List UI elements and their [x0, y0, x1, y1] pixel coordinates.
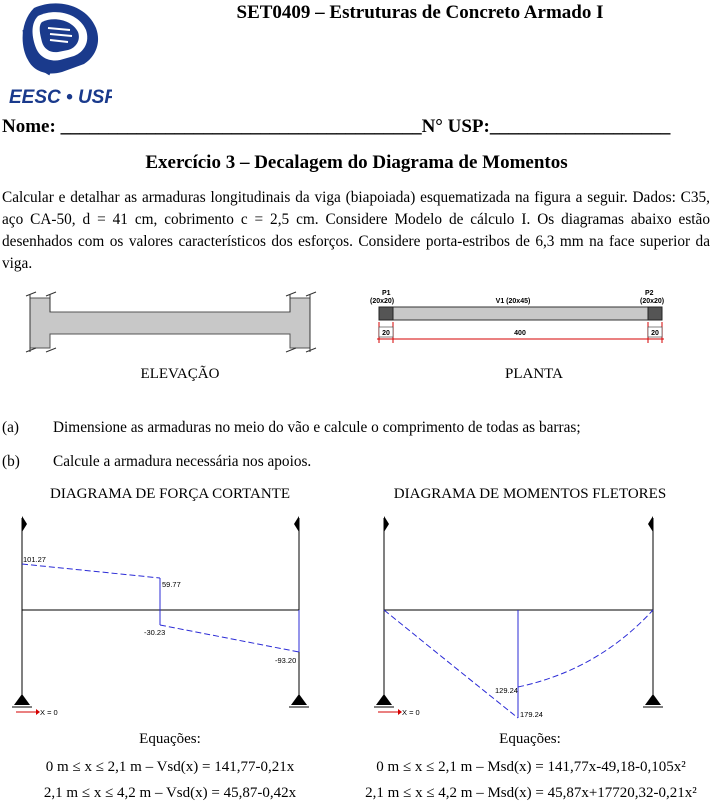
elevation-caption: ELEVAÇÃO — [140, 366, 220, 382]
question-b-text: Calcule a armadura necessária nos apoios. — [53, 453, 312, 470]
question-a-text: Dimensione as armaduras no meio do vão e calcule o comprimento de todas as barras; — [53, 419, 581, 436]
question-a-label: (a) — [2, 419, 19, 436]
shear-diagram-title: DIAGRAMA DE FORÇA CORTANTE — [50, 486, 290, 502]
shear-value-1: 101.27 — [23, 555, 46, 564]
shear-value-3: -30.23 — [144, 628, 166, 637]
moment-equations-title: Equações: — [499, 731, 561, 747]
elevation-figure — [20, 290, 320, 356]
shear-x-marker: X = 0 — [40, 708, 58, 717]
shear-equation-1: 0 m ≤ x ≤ 2,1 m – Vsd(x) = 141,77-0,21x — [45, 759, 295, 775]
dim-left: 20 — [382, 330, 390, 337]
shear-equation-2: 2,1 m ≤ x ≤ 4,2 m – Vsd(x) = 45,87-0,42x — [43, 785, 297, 801]
dim-mid: 400 — [514, 330, 526, 337]
p2-dim: (20x20) — [640, 298, 665, 305]
p2-label: P2 — [645, 290, 654, 297]
helmet-logo-icon — [4, 0, 112, 108]
beam-label: V1 (20x45) — [495, 298, 531, 305]
question-a — [2, 419, 702, 441]
question-b — [2, 453, 702, 475]
usp-blank[interactable]: ___________________ — [489, 116, 671, 137]
nome-label: Nome: — [2, 116, 56, 137]
moment-x-marker: X = 0 — [402, 708, 420, 717]
usp-label: N° USP: — [421, 116, 490, 137]
moment-equation-2: 2,1 m ≤ x ≤ 4,2 m – Msd(x) = 45,87x+17720,32-0,21x² — [365, 785, 697, 801]
plan-caption: PLANTA — [505, 366, 563, 382]
shear-diagram — [10, 510, 330, 720]
moment-diagram — [368, 510, 688, 720]
moment-equation-1: 0 m ≤ x ≤ 2,1 m – Msd(x) = 141,77x-49,18-0,105x² — [376, 759, 686, 775]
logo-text: EESC • USP — [9, 87, 112, 108]
eesc-usp-logo — [4, 0, 112, 108]
moment-value-1: 129.24 — [495, 686, 518, 695]
shear-value-2: 59.77 — [162, 580, 181, 589]
plan-figure — [365, 286, 705, 346]
exercise-title: Exercício 3 – Decalagem do Diagrama de Momentos — [145, 152, 568, 173]
moment-value-2: 179.24 — [520, 710, 543, 719]
exercise-statement: Calcular e detalhar as armaduras longitudinais da viga (biapoiada) esquematizada na figura a seguir. Dados: C35, aço CA-50, d = 41 cm, cobrimento c = 2,5 cm. Considere Modelo de cálculo I. Os diagramas abaixo estão desenhados com os valores característicos dos esforços. Considere porta-estribos de 6,3 mm na face superior da viga. — [2, 189, 710, 272]
p1-label: P1 — [382, 290, 391, 297]
p1-dim: (20x20) — [370, 298, 395, 305]
student-form-line — [2, 116, 712, 138]
nome-blank[interactable]: ______________________________________ — [60, 116, 422, 137]
shear-equations-title: Equações: — [139, 731, 201, 747]
question-b-label: (b) — [2, 453, 20, 470]
shear-value-4: -93.20 — [275, 656, 297, 665]
course-title: SET0409 – Estruturas de Concreto Armado I — [236, 2, 604, 23]
moment-diagram-title: DIAGRAMA DE MOMENTOS FLETORES — [393, 486, 667, 502]
dim-right: 20 — [651, 330, 659, 337]
